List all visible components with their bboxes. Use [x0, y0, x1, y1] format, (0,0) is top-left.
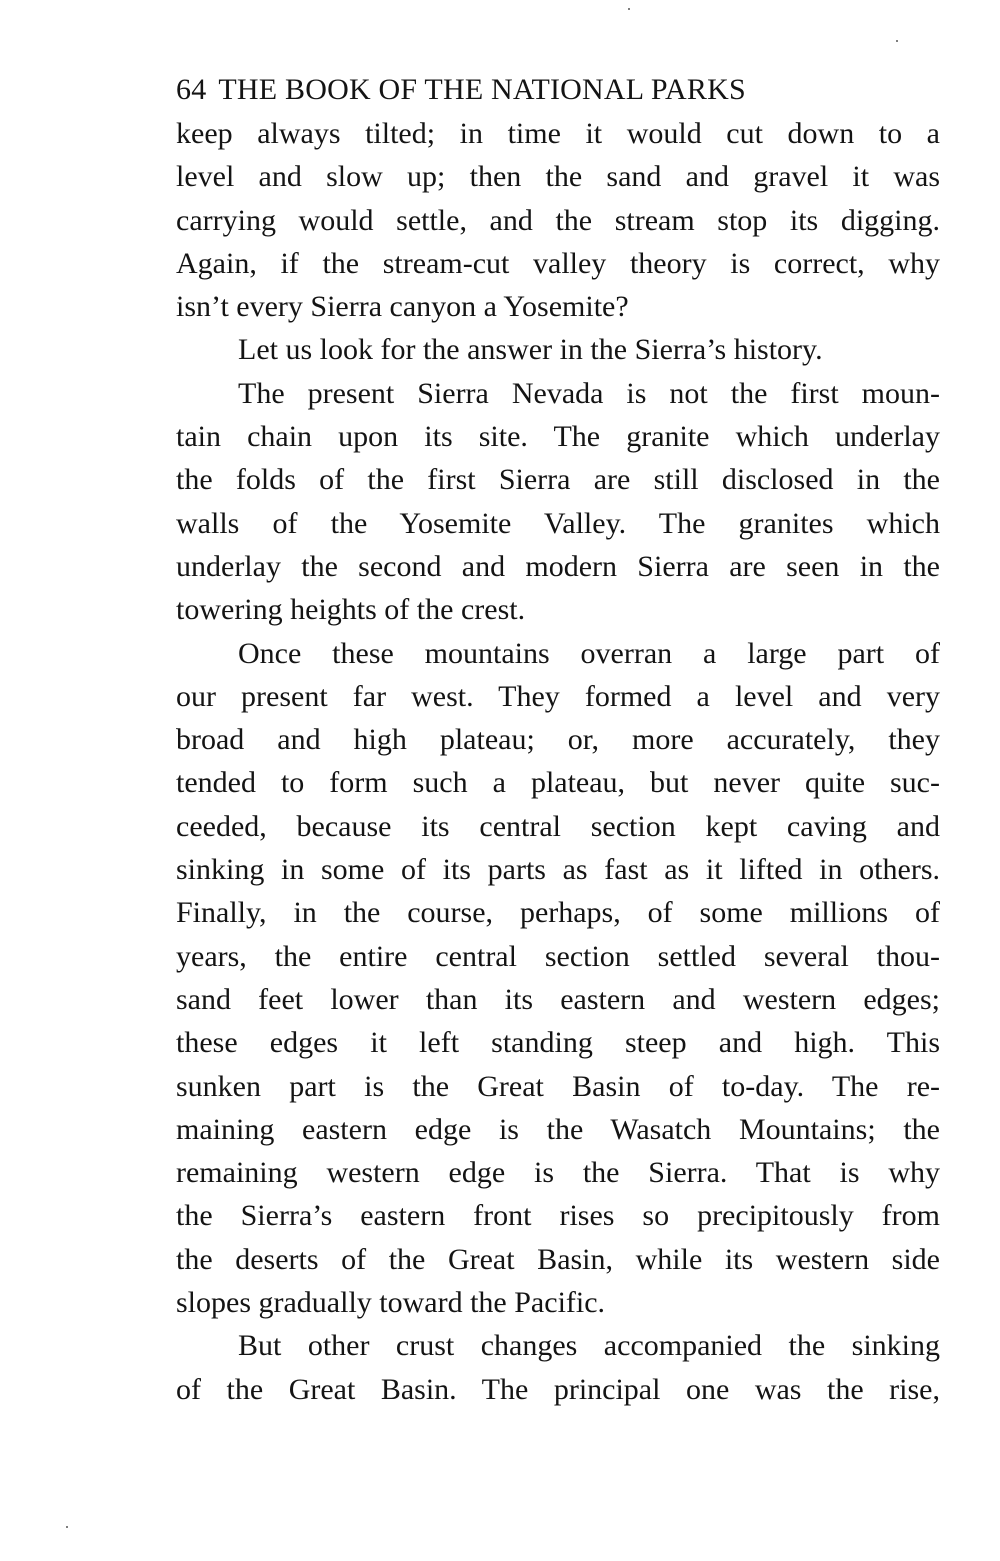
text-line: Again, if the stream-cut valley theory is correct, why: [176, 246, 940, 280]
text-line: carrying would settle, and the stream stop its digging.: [176, 203, 940, 237]
text-line: maining eastern edge is the Wasatch Mountains; the: [176, 1112, 940, 1146]
text-line: towering heights of the crest.: [176, 593, 526, 627]
text-line: But other crust changes accompanied the sinking: [238, 1329, 940, 1363]
text-line: broad and high plateau; or, more accurately, they: [176, 723, 940, 757]
text-line: The present Sierra Nevada is not the first moun-: [238, 376, 940, 410]
text-line: sinking in some of its parts as fast as it lifted in others.: [176, 853, 940, 887]
text-line: the Sierra’s eastern front rises so precipitously from: [176, 1199, 940, 1233]
text-line: the deserts of the Great Basin, while its western side: [176, 1242, 940, 1276]
scan-speck: [628, 8, 630, 10]
body-text: [176, 112, 940, 1411]
text-line: the folds of the first Sierra are still disclosed in the: [176, 463, 940, 497]
text-line: slopes gradually toward the Pacific.: [176, 1286, 606, 1320]
page-number: 64: [176, 73, 207, 106]
text-line: remaining western edge is the Sierra. That is why: [176, 1156, 940, 1190]
running-title: THE BOOK OF THE NATIONAL PARKS: [218, 73, 746, 106]
text-line: level and slow up; then the sand and gravel it was: [176, 160, 940, 194]
running-header: [176, 70, 940, 110]
scan-speck: [66, 1526, 68, 1528]
text-line: Once these mountains overran a large part of: [238, 636, 940, 670]
text-line: walls of the Yosemite Valley. The granites which: [176, 506, 940, 540]
text-line: keep always tilted; in time it would cut down to a: [176, 117, 940, 150]
text-line: of the Great Basin. The principal one was the rise,: [176, 1372, 940, 1406]
text-line: sunken part is the Great Basin of to-day. The re-: [176, 1069, 940, 1103]
text-line: years, the entire central section settled several thou-: [176, 939, 940, 973]
scan-speck: [896, 40, 898, 42]
text-line: our present far west. They formed a level and very: [176, 679, 940, 713]
text-line: tain chain upon its site. The granite which underlay: [176, 420, 940, 454]
text-line: ceeded, because its central section kept caving and: [176, 809, 940, 843]
text-line: isn’t every Sierra canyon a Yosemite?: [176, 290, 629, 324]
text-line: these edges it left standing steep and high. This: [176, 1026, 940, 1060]
text-line: Finally, in the course, perhaps, of some millions of: [176, 896, 940, 930]
book-page: [176, 70, 940, 1411]
text-line: sand feet lower than its eastern and western edges;: [176, 982, 940, 1016]
text-line: Let us look for the answer in the Sierra’s history.: [238, 333, 823, 367]
text-line: tended to form such a plateau, but never quite suc-: [176, 766, 940, 800]
text-line: underlay the second and modern Sierra are seen in the: [176, 549, 940, 583]
